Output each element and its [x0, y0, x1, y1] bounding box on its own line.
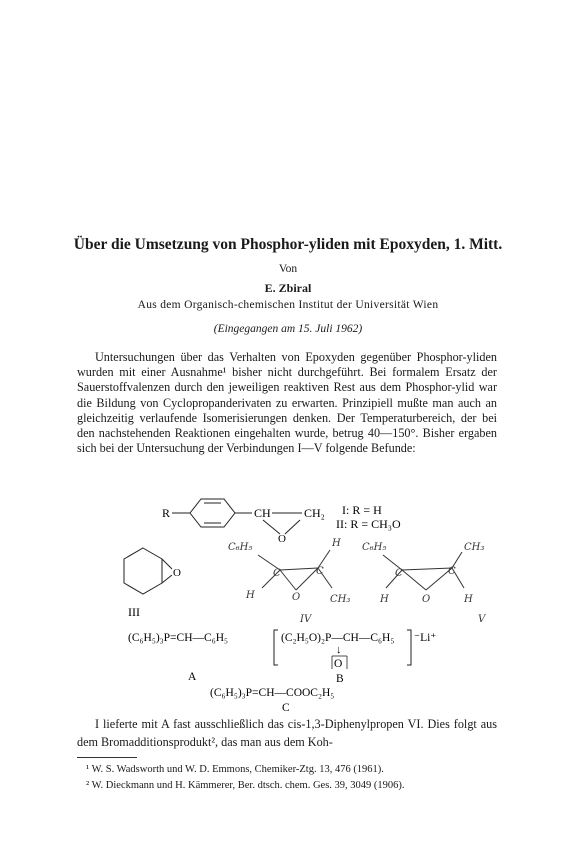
footnote-1: ¹ W. S. Wadsworth und W. D. Emmons, Chemiker-Ztg. 13, 476 (1961). — [86, 764, 384, 775]
epoxide-o-label: O — [278, 533, 286, 545]
cyclohexane-ring — [124, 548, 162, 594]
label-a: A — [188, 671, 197, 683]
ch-label: CH — [254, 506, 271, 520]
v-h-right: H — [464, 594, 473, 605]
compound-i-label: I: R = H — [342, 503, 382, 517]
iv-h-top: H — [332, 538, 341, 549]
footnote-rule — [77, 757, 137, 758]
compound-ii-label: II: R = CH₃O — [336, 517, 401, 531]
label-iii: III — [128, 605, 140, 619]
iv-h-bottom: H — [246, 590, 255, 601]
reagent-b-oxygen: O — [334, 658, 343, 670]
v-c-left: C — [395, 568, 403, 579]
reaction-scheme — [0, 490, 576, 715]
v-o: O — [422, 594, 431, 605]
reagent-b-charge: ⁻Li⁺ — [414, 632, 437, 644]
reagent-c: (C₆H₅)₃P=CH—COOC₂H₅ — [210, 687, 335, 699]
iv-ch3: CH₃ — [330, 594, 351, 605]
label-v: V — [478, 614, 486, 625]
iii-o-label: O — [173, 567, 181, 579]
author-name: E. Zbiral — [264, 281, 312, 295]
second-paragraph: I lieferte mit A fast ausschließlich das cis-1,3-Diphenylpropen VI. Dies folgt aus dem Bromadditionsprodukt², das man aus dem Koh- — [77, 717, 497, 749]
label-c: C — [282, 702, 290, 714]
iv-c-left: C — [273, 568, 281, 579]
iv-c-right: C — [316, 566, 324, 577]
byline-von: Von — [278, 263, 298, 275]
footnote-2: ² W. Dieckmann und H. Kämmerer, Ber. dtsch. chem. Ges. 39, 3049 (1906). — [86, 780, 405, 791]
institute-affiliation: Aus dem Organisch-chemischen Institut der Universität Wien — [137, 299, 439, 311]
reagent-b-arrow: ↓ — [336, 644, 342, 656]
v-c6h5: C₆H₅ — [362, 542, 387, 553]
iv-o: O — [292, 592, 301, 603]
reagent-b-main: (C₂H₅O)₂P—CH—C₆H₅ — [281, 632, 395, 644]
v-h-left: H — [380, 594, 389, 605]
v-ch3: CH₃ — [464, 542, 485, 553]
benzene-ring — [190, 499, 235, 527]
reagent-a: (C₆H₅)₃P=CH—C₆H₅ — [128, 632, 229, 644]
r-group-label: R — [162, 506, 171, 520]
label-iv: IV — [300, 614, 312, 625]
iv-c6h5: C₆H₅ — [228, 542, 253, 553]
v-c-right: C — [448, 566, 456, 577]
ch2-label: CH₂ — [304, 506, 325, 520]
intro-paragraph: Untersuchungen über das Verhalten von Epoxyden gegenüber Phosphor-yliden wurden mit einer Ausnahme¹ bisher nicht durchgeführt. Bei formalem Ersatz der Sauerstoffvalenzen durch den jeweiligen reaktiven Rest aus dem Phosphor-ylid war die Bildung von Cyclopropanderivaten zu erwarten. Prinzipiell mußte man auch an gleichzeitig verlaufende Isomerisierungen denken. Der Temperaturbereich, der bei den nachstehenden Reaktionen eingehalten wurde, betrug 40—150°. Bisher ergaben sich bei der Untersuchung der Verbindungen I—V folgende Befunde: — [77, 350, 497, 456]
label-b: B — [336, 673, 344, 685]
received-date: (Eingegangen am 15. Juli 1962) — [213, 323, 363, 335]
article-title: Über die Umsetzung von Phosphor-yliden mit Epoxyden, 1. Mitt. — [73, 236, 503, 253]
